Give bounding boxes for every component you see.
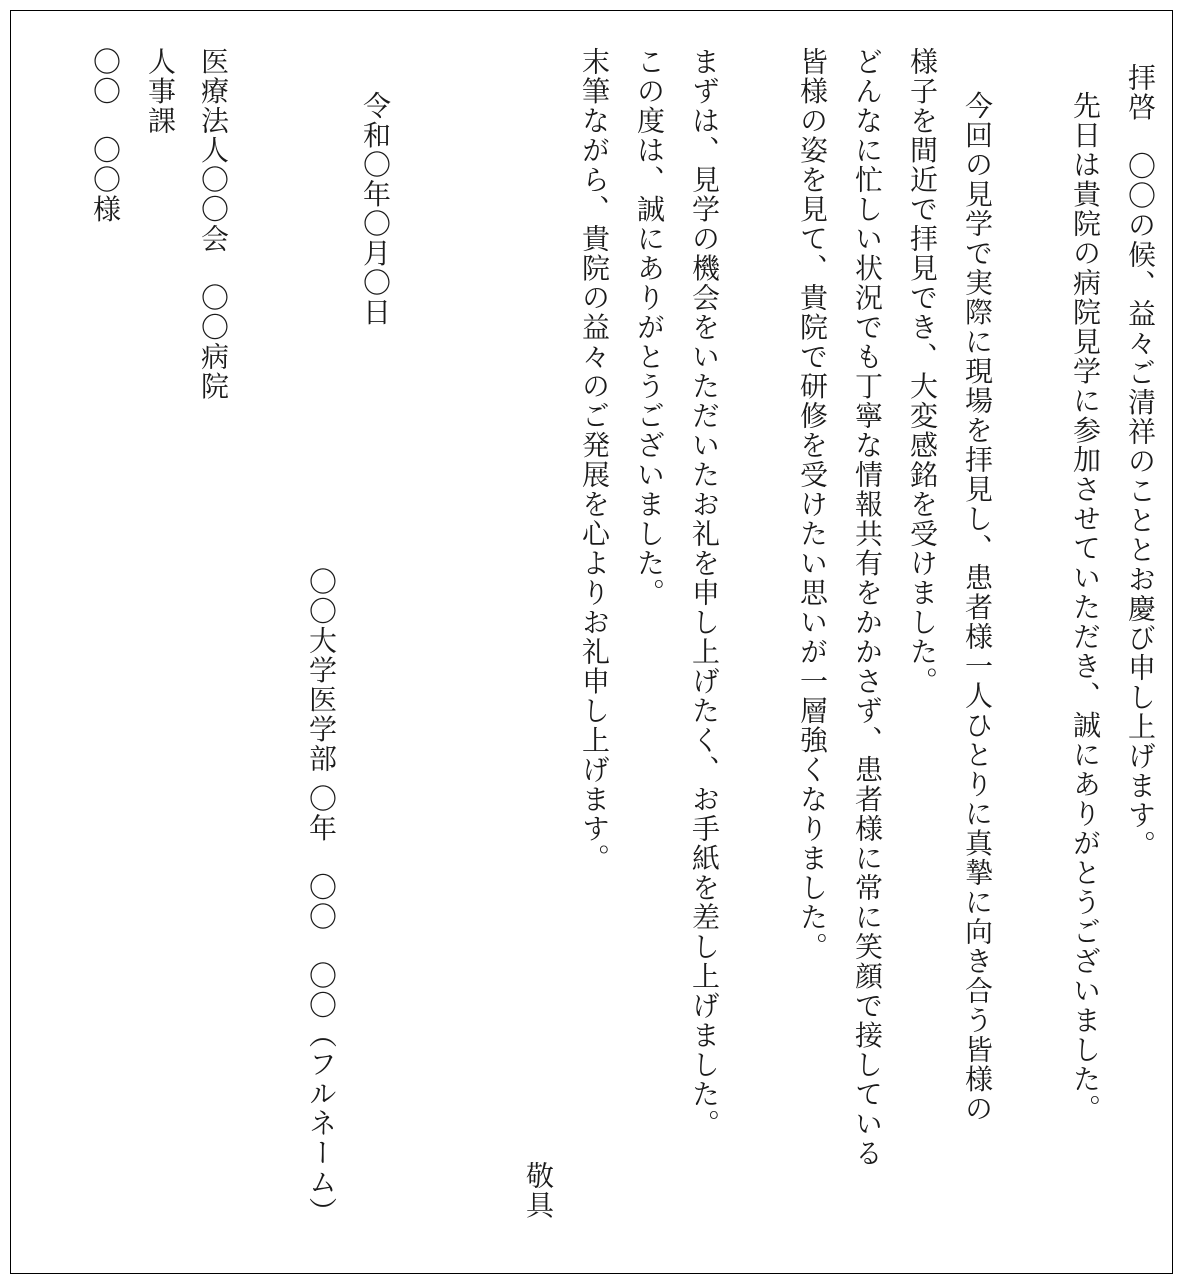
body-line-7: この度は、誠にありがとうございました。 <box>633 47 666 608</box>
body-line-8: 末筆ながら、貴院の益々のご発展を心よりお礼申し上げます。 <box>578 47 611 873</box>
body-line-3: 様子を間近で拝見でき、大変感銘を受けました。 <box>906 47 939 696</box>
body-line-4: どんなに忙しい状況でも丁寧な情報共有をかかさず、患者様に常に笑顔で接している <box>851 47 884 1168</box>
body-line-2: 今回の見学で実際に現場を拝見し、患者様一人ひとりに真摯に向き合う皆様の <box>961 91 994 1124</box>
recipient-organization: 医療法人〇〇会 〇〇病院 <box>197 47 230 401</box>
recipient-department: 人事課 <box>144 47 177 136</box>
letter-frame <box>10 10 1173 1274</box>
opening-line: 拝啓 〇〇の候、益々ご清祥のこととお慶び申し上げます。 <box>1124 63 1157 860</box>
body-line-1: 先日は貴院の病院見学に参加させていただき、誠にありがとうございました。 <box>1069 91 1102 1124</box>
recipient-name: 〇〇 〇〇様 <box>89 47 122 224</box>
closing-keigu: 敬具 <box>522 1161 555 1220</box>
body-line-6: まずは、見学の機会をいただいたお礼を申し上げたく、お手紙を差し上げました。 <box>688 47 721 1139</box>
sender-line: 〇〇大学医学部 〇年 〇〇 〇〇（フルネーム） <box>305 567 338 1227</box>
body-line-5: 皆様の姿を見て、貴院で研修を受けたい思いが一層強くなりました。 <box>796 47 829 962</box>
date-line: 令和〇年〇月〇日 <box>359 91 392 327</box>
